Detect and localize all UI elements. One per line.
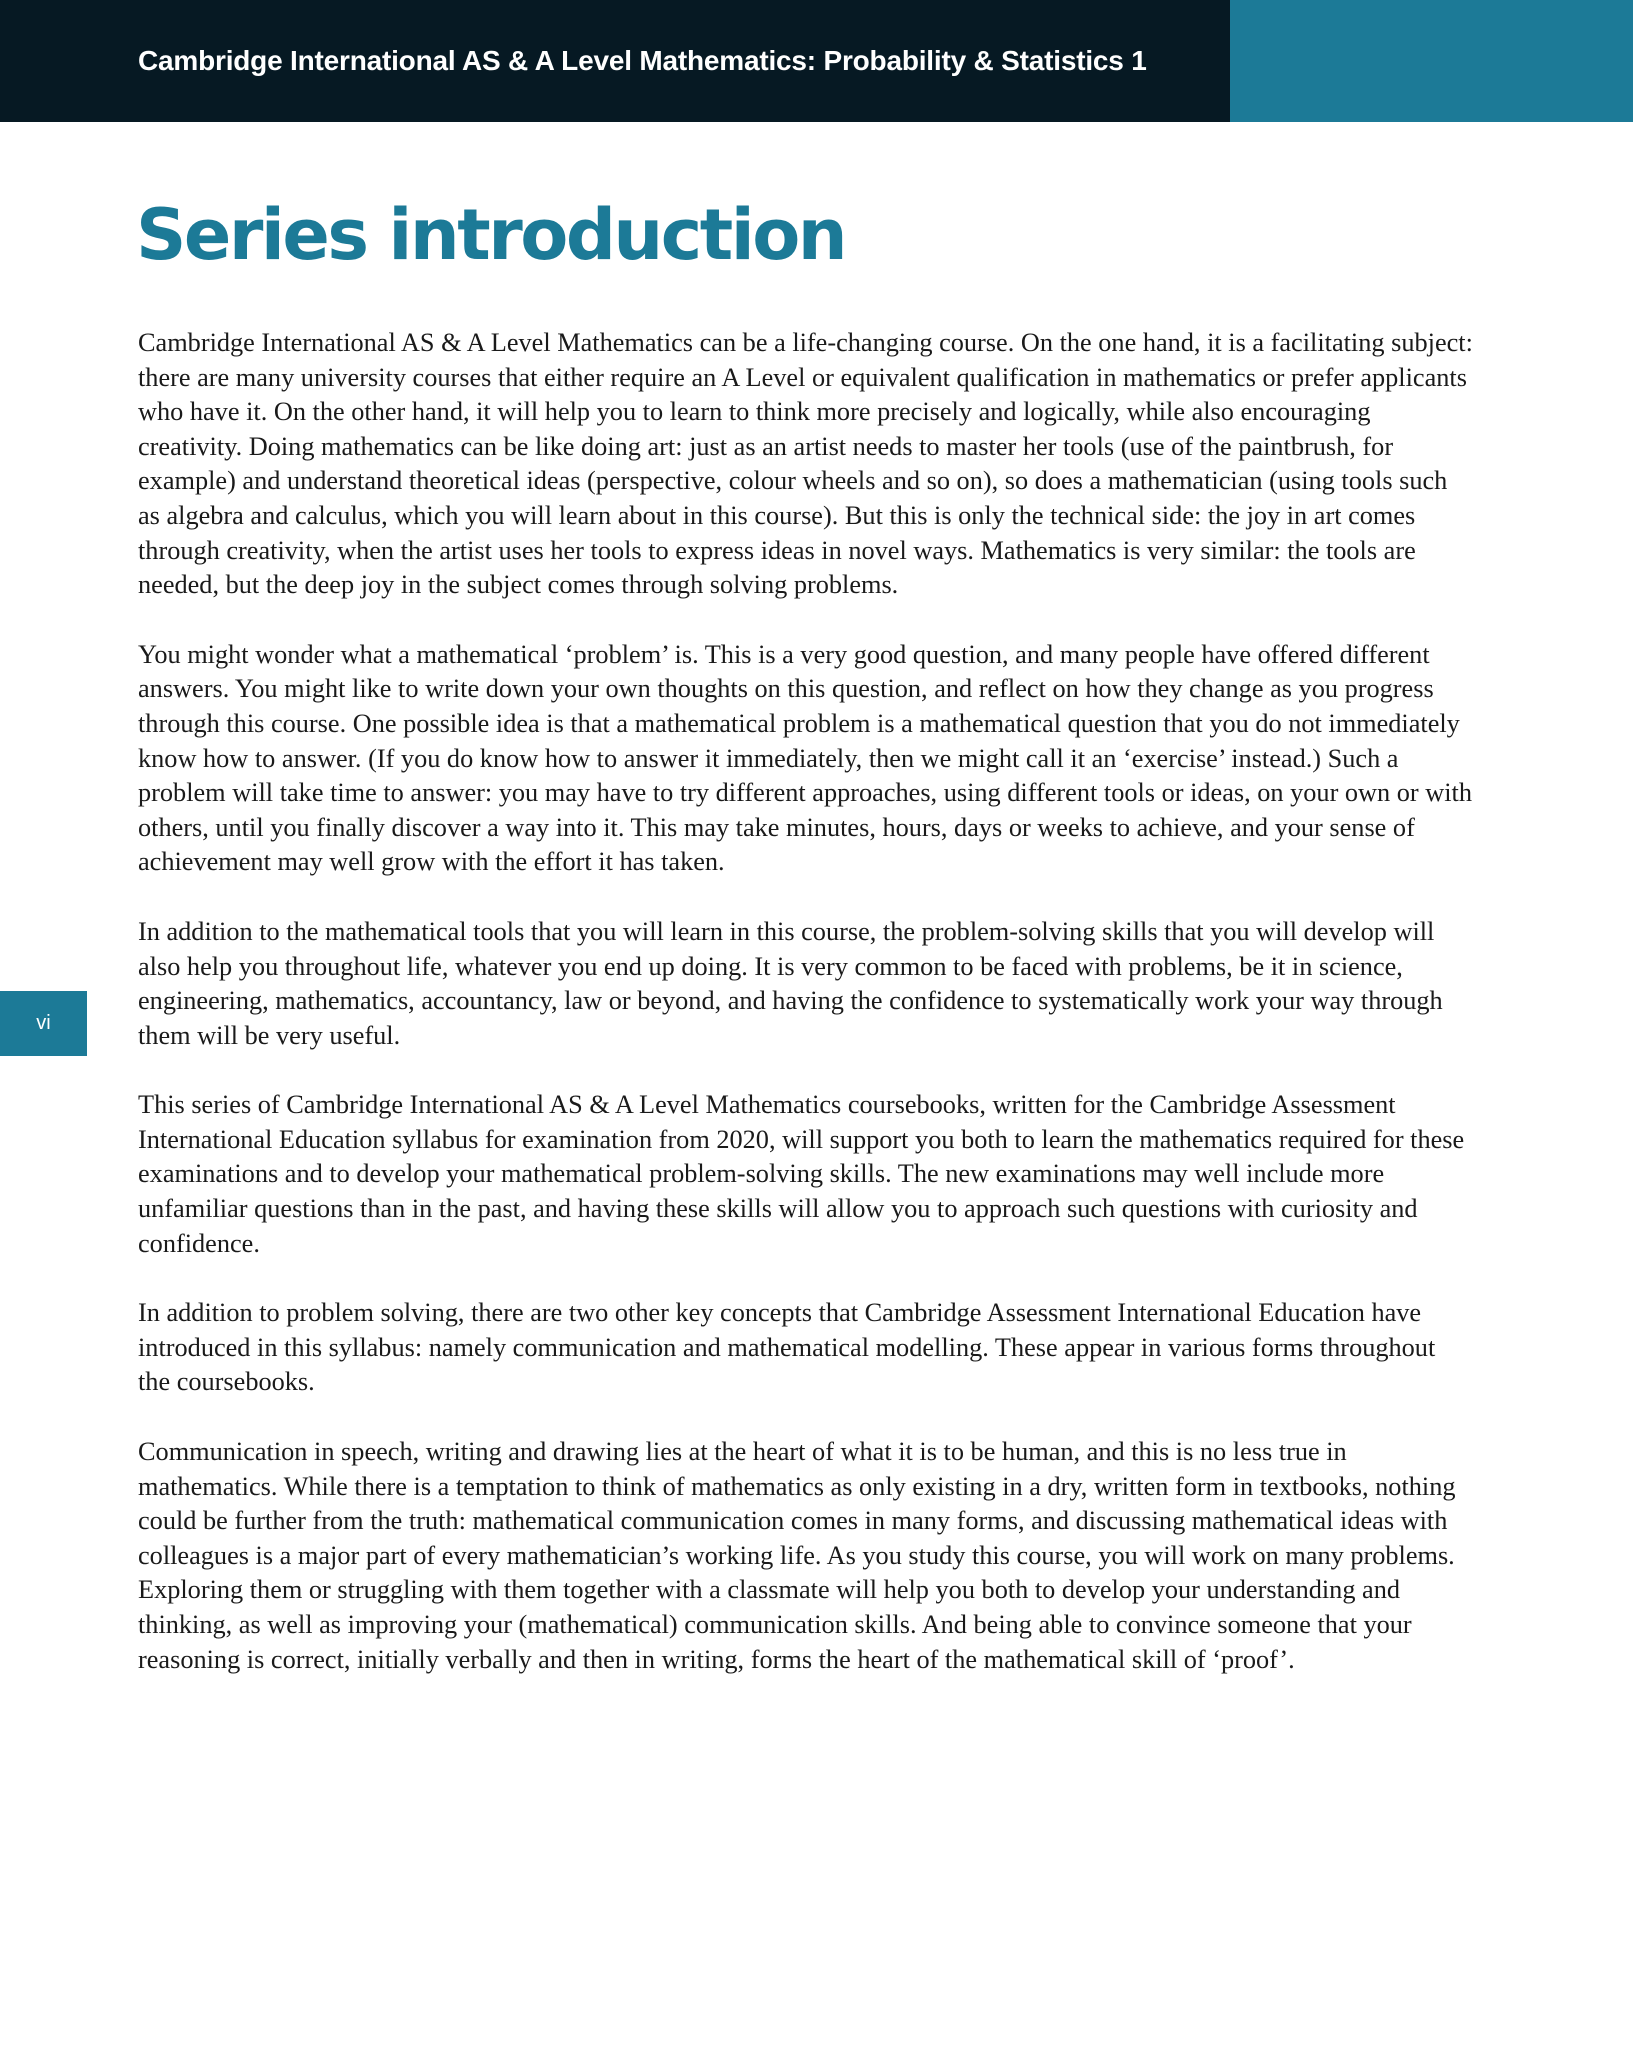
page-number-tab: [0, 991, 87, 1056]
paragraph-5: In addition to problem solving, there are two other key concepts that Cambridge Assessment International Education have introduced in this syllabus: namely communication and mathematical modelling. These appear in various forms throughout the coursebooks.: [138, 1298, 1436, 1397]
paragraph-4: This series of Cambridge International AS & A Level Mathematics coursebooks, written for the Cambridge Assessment International Education syllabus for examination from 2020, will support you both to learn the mathematics required for these examinations and to develop your mathematical problem-solving skills. The new examinations may well include more unfamiliar questions than in the past, and having these skills will allow you to approach such questions with curiosity and confidence.: [138, 1090, 1465, 1258]
paragraph-6: Communication in speech, writing and drawing lies at the heart of what it is to be human, and this is no less true in mathematics. While there is a temptation to think of mathematics as only existing in a dry, written form in textbooks, nothing could be further from the truth: mathematical communication comes in many forms, and discussing mathematical ideas with colleagues is a major part of every mathematician’s working life. As you study this course, you will work on many problems. Exploring them or struggling with them together with a classmate will help you both to develop your understanding and thinking, as well as improving your (mathematical) communication skills. And being able to convince someone that your reasoning is correct, initially verbally and then in writing, forms the heart of the mathematical skill of ‘proof’.: [138, 1437, 1456, 1674]
paragraph-1: Cambridge International AS & A Level Mathematics can be a life-changing course. On the one hand, it is a facilitating subject: there are many university courses that either require an A Level or equivalent qualification in mathematics or prefer applicants who have it. On the other hand, it will help you to learn to think more precisely and logically, while also encouraging creativity. Doing mathematics can be like doing art: just as an artist needs to master her tools (use of the paintbrush, for example) and understand theoretical ideas (perspective, colour wheels and so on), so does a mathematician (using tools such as algebra and calculus, which you will learn about in this course). But this is only the technical side: the joy in art comes through creativity, when the artist uses her tools to express ideas in novel ways. Mathematics is very similar: the tools are needed, but the deep joy in the subject comes through solving problems.: [138, 328, 1473, 600]
paragraph-3: In addition to the mathematical tools that you will learn in this course, the problem-solving skills that you will develop will also help you throughout life, whatever you end up doing. It is very common to be faced with problems, be it in science, engineering, mathematics, accountancy, law or beyond, and having the confidence to systematically work your way through them will be very useful.: [138, 916, 1443, 1050]
book-title: Cambridge International AS & A Level Mathematics: Probability & Statistics 1: [138, 45, 1147, 76]
page-title: Series introduction: [136, 194, 846, 276]
body-text: [138, 326, 1473, 1712]
header-accent-block: [1230, 0, 1633, 122]
header-bar: [0, 0, 1230, 122]
paragraph-2: You might wonder what a mathematical ‘problem’ is. This is a very good question, and many people have offered different answers. You might like to write down your own thoughts on this question, and reflect on how they change as you progress through this course. One possible idea is that a mathematical problem is a mathematical question that you do not immediately know how to answer. (If you do know how to answer it immediately, then we might call it an ‘exercise’ instead.) Such a problem will take time to answer: you may have to try different approaches, using different tools or ideas, on your own or with others, until you finally discover a way into it. This may take minutes, hours, days or weeks to achieve, and your sense of achievement may well grow with the effort it has taken.: [138, 639, 1473, 877]
page-number: vi: [36, 1012, 51, 1034]
